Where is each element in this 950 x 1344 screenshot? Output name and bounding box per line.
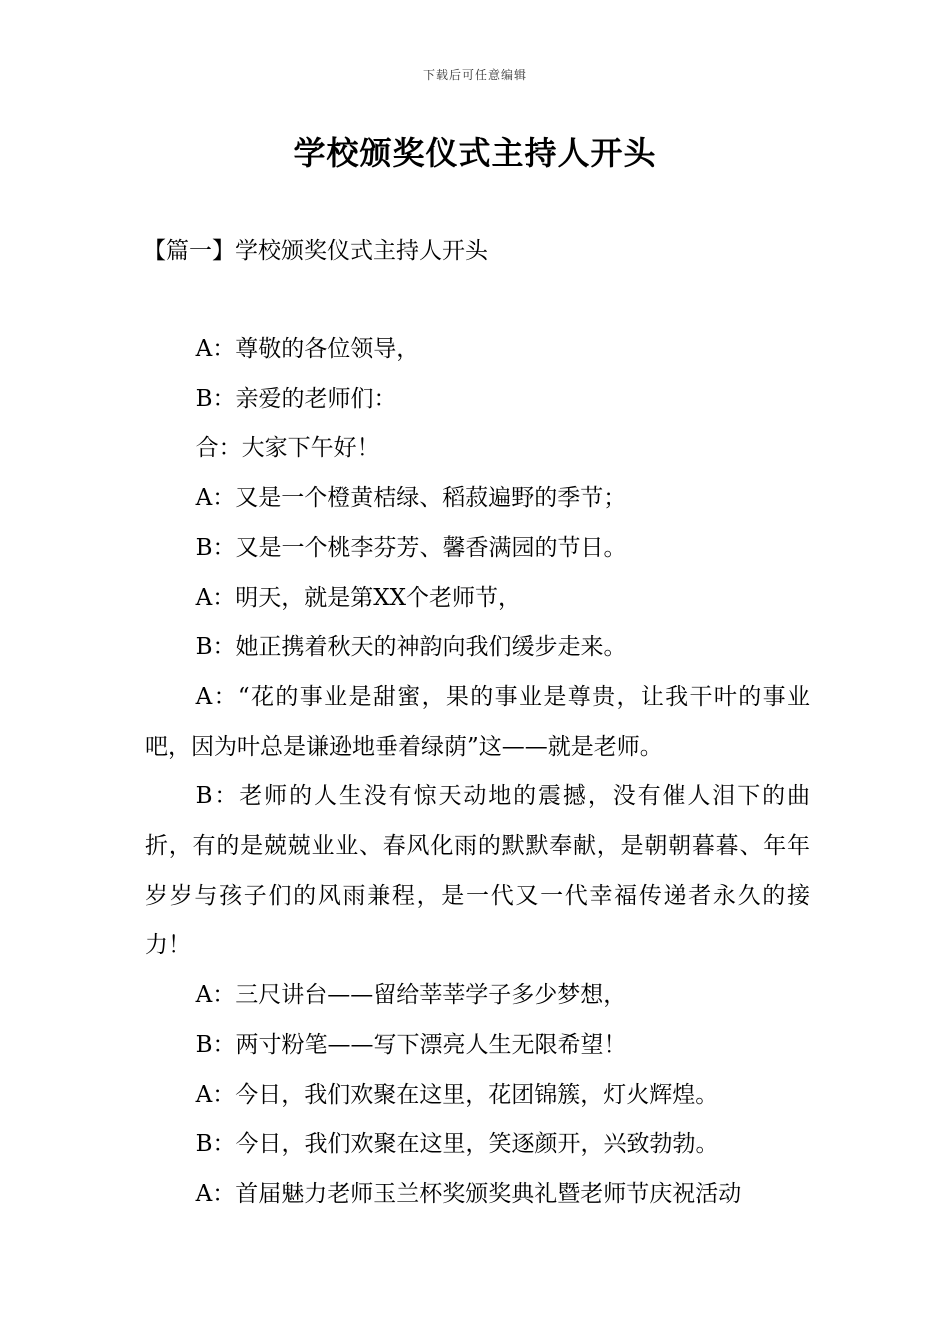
document-body: [145, 325, 810, 1220]
paragraph: B：亲爱的老师们：: [195, 385, 397, 412]
paragraph: A：三尺讲台——留给莘莘学子多少梦想，: [195, 982, 627, 1009]
paragraph: A：首届魅力老师玉兰杯奖颁奖典礼暨老师节庆祝活动: [195, 1180, 742, 1207]
paragraph: B：今日，我们欢聚在这里，笑逐颜开，兴致勃勃。: [195, 1131, 719, 1158]
paragraph: A：明天，就是第XX个老师节，: [195, 584, 521, 611]
paragraph: B：两寸粉笔——写下漂亮人生无限希望！: [195, 1031, 627, 1058]
paragraph: 合：大家下午好！: [195, 435, 380, 462]
paragraph: B：又是一个桃李芬芳、馨香满园的节日。: [195, 534, 627, 561]
document-title: 学校颁奖仪式主持人开头: [293, 134, 657, 172]
paragraph: A：又是一个橙黄桔绿、稻菽遍野的季节；: [195, 485, 627, 512]
section-heading: 【篇一】学校颁奖仪式主持人开头: [143, 238, 488, 264]
paragraph: A：尊敬的各位领导，: [195, 336, 420, 362]
paragraph: A：今日，我们欢聚在这里，花团锦簇，灯火辉煌。: [195, 1081, 719, 1108]
paragraph: B：她正携着秋天的神韵向我们缓步走来。: [195, 634, 627, 661]
header-note: 下载后可任意编辑: [422, 68, 527, 82]
paragraph: A：“花的事业是甜蜜，果的事业是尊贵，让我干叶的事业吧，因为叶总是谦逊地垂着绿荫”这——就是老师。: [145, 683, 810, 760]
paragraph: B：老师的人生没有惊天动地的震撼，没有催人泪下的曲折，有的是兢兢业业、春风化雨的默默奉献，是朝朝暮暮、年年岁岁与孩子们的风雨兼程，是一代又一代幸福传递者永久的接力！: [145, 783, 810, 959]
